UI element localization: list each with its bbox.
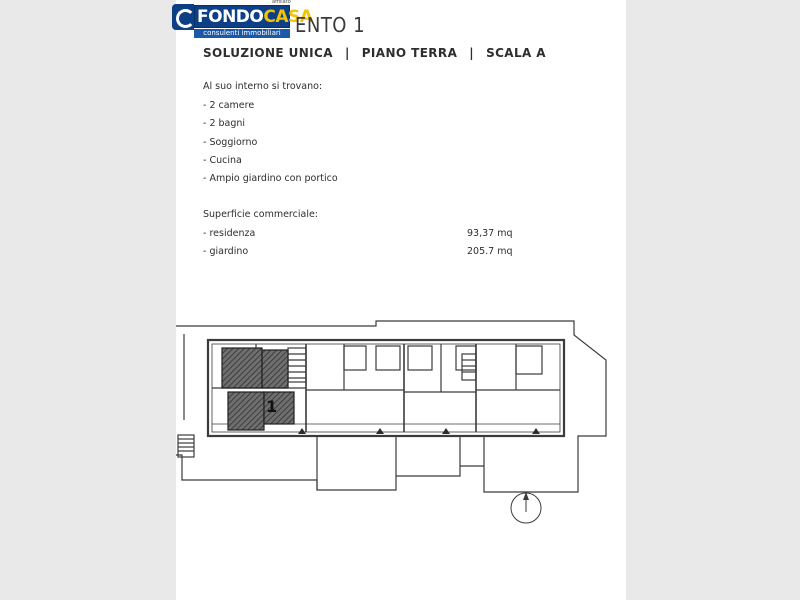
stair-block	[462, 354, 476, 380]
room-item: - 2 camere	[203, 100, 255, 111]
floor-label: PIANO TERRA	[361, 46, 458, 60]
entrance-arrow-icon	[532, 428, 540, 434]
surface-value: 205.7 mq	[467, 246, 513, 257]
surface-value: 93,37 mq	[467, 228, 513, 239]
north-arrow-icon	[509, 490, 545, 526]
page-title: ENTO 1	[295, 13, 366, 37]
logo-brand	[194, 5, 313, 28]
room-item: - Cucina	[203, 155, 242, 166]
stair-block	[288, 348, 306, 382]
logo-brand-white: FONDO	[197, 7, 264, 27]
bathroom-room	[344, 346, 366, 370]
logo-affiliate: affiliato	[272, 0, 291, 5]
logo-tagline: consulenti immobiliari	[194, 29, 290, 38]
bathroom-room	[516, 346, 542, 374]
surface-heading: Superficie commerciale:	[203, 209, 318, 220]
room-item: - Ampio giardino con portico	[203, 173, 338, 184]
separator: |	[469, 46, 475, 60]
entrance-arrow-icon	[298, 428, 306, 434]
logo-brand-yellow: CASA	[263, 7, 313, 27]
bathroom-room	[376, 346, 400, 370]
solution-label: SOLUZIONE UNICA	[203, 46, 333, 60]
surface-label: - giardino	[203, 246, 249, 257]
room-item: - Soggiorno	[203, 137, 258, 148]
room-item: - 2 bagni	[203, 118, 246, 129]
unit-1-room-hatched	[228, 392, 264, 430]
unit-number-label: 1	[266, 397, 278, 416]
garden-stair	[178, 435, 194, 457]
unit-1-room-hatched	[262, 350, 288, 388]
entrance-arrow-icon	[376, 428, 384, 434]
floor-plan-drawing	[176, 320, 626, 500]
separator: |	[344, 46, 350, 60]
logo-mark-icon	[172, 4, 194, 30]
unit-subtitle	[203, 46, 546, 60]
bathroom-room	[408, 346, 432, 370]
rooms-intro: Al suo interno si trovano:	[203, 81, 323, 92]
surface-label: - residenza	[203, 228, 256, 239]
stair-label: SCALA A	[486, 46, 546, 60]
entrance-arrow-icon	[442, 428, 450, 434]
unit-1-room-hatched	[222, 348, 262, 388]
